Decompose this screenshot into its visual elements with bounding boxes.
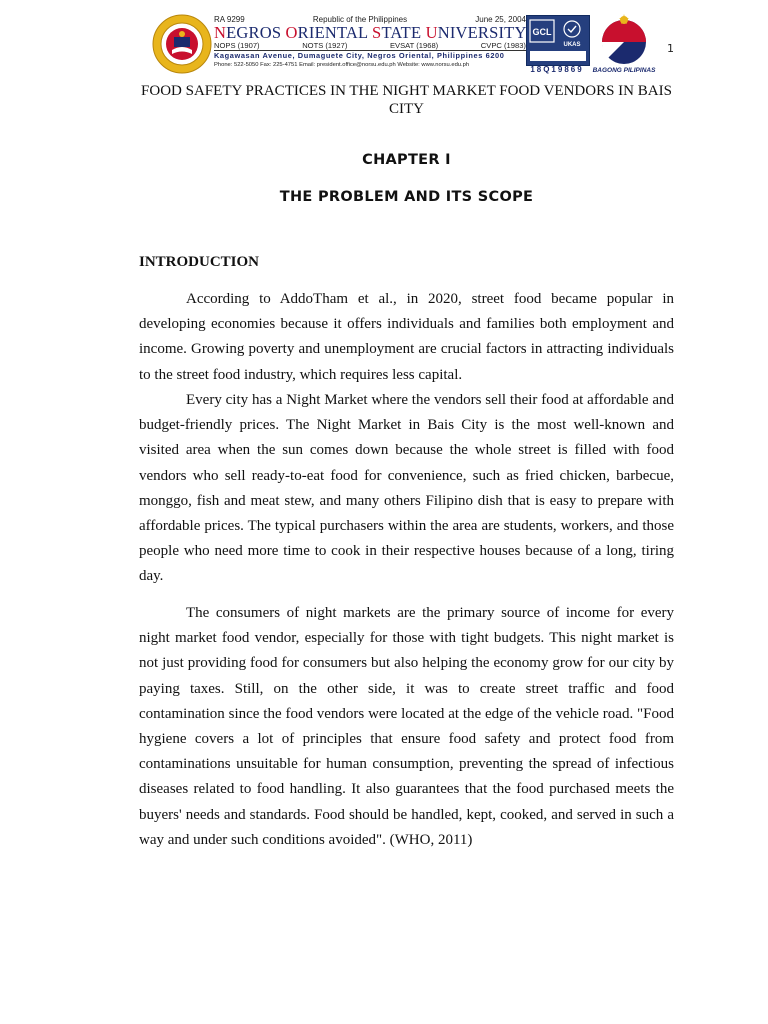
chapter-title: THE PROBLEM AND ITS SCOPE xyxy=(279,189,534,205)
paragraph: The consumers of night markets are the primary source of income for every night market food vendor, especially for those with tight budgets. This night market is not just providing food for consumers but also helping the economy grow for our city by paying taxes. Still, on the other side, it was to create street traffic and food contamination since the food vendors were located at the edge of the vehicle road. "Food hygiene covers a lot of principles that ensure food safety and protect food from contaminations unsuitable for human consumption, preventing the spread of infectious diseases related to food handling. It also guarantees that the food purchased meets the buyers' needs and standards. Food should be handled, kept, cooked, and served in such a way and under such conditions avoided". (WHO, 2011) xyxy=(139,605,674,848)
university-contact: Phone: 522-5050 Fax: 225-4751 Email: president.office@norsu.edu.ph Website: www.norsu.edu.ph xyxy=(214,62,470,68)
document-title: FOOD SAFETY PRACTICES IN THE NIGHT MARKET FOOD VENDORS IN BAIS CITY xyxy=(141,83,672,117)
republic-line: Republic of the Philippines xyxy=(312,15,408,24)
letterhead xyxy=(152,10,658,76)
paragraph: According to AddoTham et al., in 2020, street food became popular in developing economies because it offers individuals and families both employment and income. Growing poverty and unemployment are crucial factors in attracting individuals to the street food industry, which requires less capital. xyxy=(139,291,674,383)
history-item: NOPS (1907) xyxy=(214,41,260,50)
university-seal-icon xyxy=(152,14,212,74)
history-item: NOTS (1927) xyxy=(302,41,348,50)
history-item: CVPC (1983) xyxy=(480,41,526,50)
cert-sub: UKAS xyxy=(563,42,581,48)
chapter-heading: CHAPTER I xyxy=(362,152,451,168)
history-item: EVSAT (1968) xyxy=(389,41,439,50)
certification-code: 18Q19869 xyxy=(530,65,584,74)
paragraph: Every city has a Night Market where the vendors sell their food at affordable and budget-friendly prices. The Night Market in Bais City is the most well-known and visited area when the sun comes down because the whole street is filled with food vendors who sell ready-to-eat food for convenience, such as fried chicken, barbecue, monggo, fish and meat stew, and many others Filipino dish that is easy to prepare with affordable prices. The typical purchasers within the area are students, workers, and those people who need more time to cook in their respective houses because of a long, tiring day. xyxy=(139,392,674,585)
letterhead-text xyxy=(214,15,526,69)
ra-number: RA 9299 xyxy=(214,15,245,24)
page-number: 1 xyxy=(667,42,674,55)
charter-date: June 25, 2004 xyxy=(475,15,526,24)
bagong-pilipinas-logo-icon xyxy=(594,12,654,68)
certification-badge-icon xyxy=(526,15,590,66)
cert-label: GCL xyxy=(532,27,552,37)
bagong-pilipinas-label: BAGONG PILIPINAS xyxy=(592,67,656,74)
history-row xyxy=(214,41,526,51)
section-heading: INTRODUCTION xyxy=(139,254,260,270)
university-name: NEGROS ORIENTAL STATE UNIVERSITY xyxy=(214,23,527,42)
university-address: Kagawasan Avenue, Dumaguete City, Negros Oriental, Philippines 6200 xyxy=(214,51,505,60)
